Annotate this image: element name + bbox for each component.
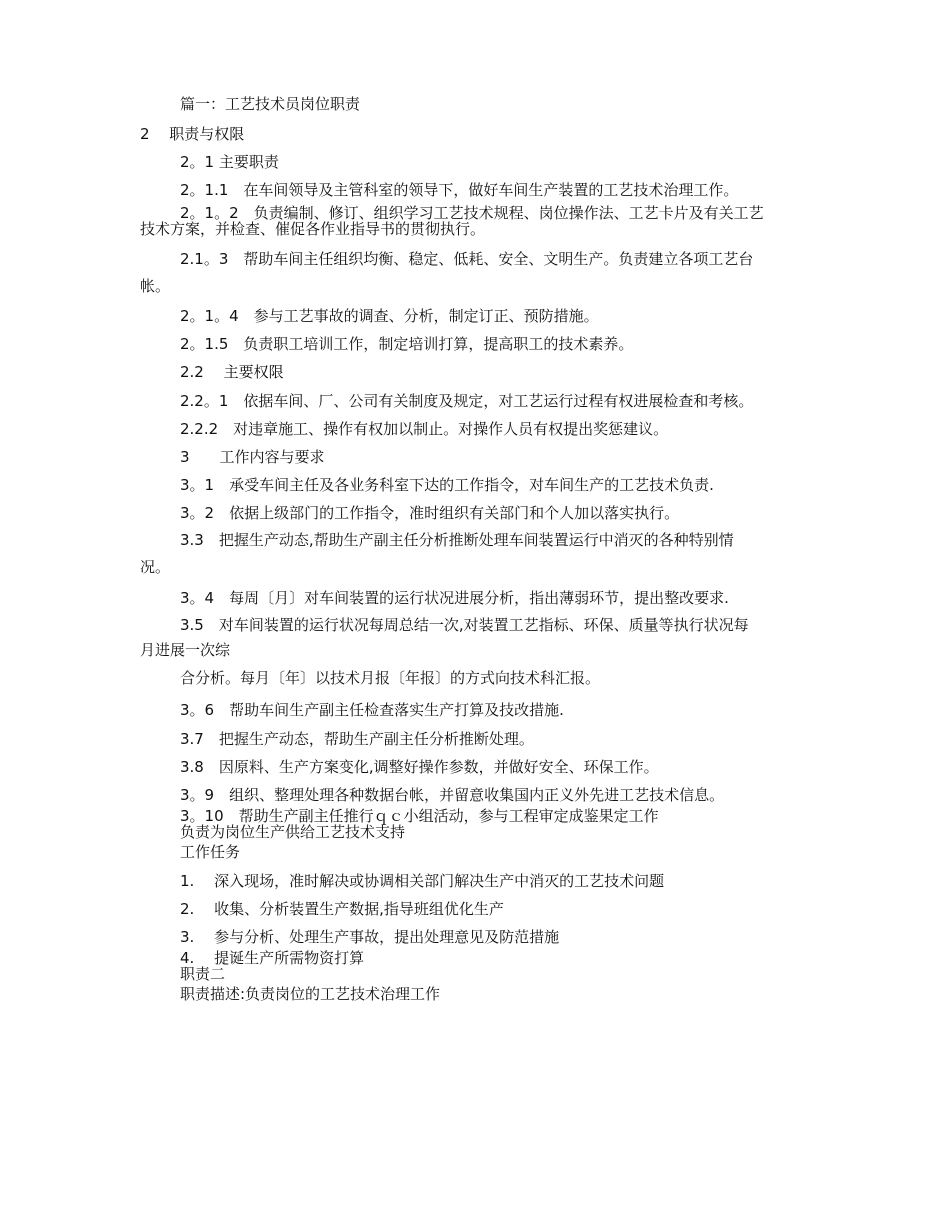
- paragraph: 帐。: [140, 277, 171, 295]
- section-heading: 2 职责与权限: [140, 125, 245, 143]
- paragraph: 3。2 依据上级部门的工作指令，准时组织有关部门和个人加以落实执行。: [180, 504, 680, 522]
- list-item: 4. 提诞生产所需物资打算: [180, 949, 365, 967]
- paragraph: 负责为岗位生产供给工艺技术支持: [180, 823, 406, 841]
- paragraph: 合分析。每月〔年〕以技术月报〔年报〕的方式向技术科汇报。: [180, 669, 601, 687]
- subsection-heading: 2.2 主要权限: [180, 363, 284, 381]
- paragraph: 3.3 把握生产动态,帮助生产副主任分析推断处理车间装置运行中消灭的各种特别情: [180, 531, 734, 549]
- list-item: 3. 参与分析、处理生产事故，提出处理意见及防范措施: [180, 928, 560, 946]
- paragraph: 3。4 每周〔月〕对车间装置的运行状况进展分析，指出薄弱环节，提出整改要求.: [180, 589, 729, 607]
- paragraph: 月进展一次综: [140, 641, 231, 659]
- paragraph: 2。1。2 负责编制、修订、组织学习工艺技术规程、岗位操作法、工艺卡片及有关工艺: [180, 204, 764, 222]
- paragraph: 2.2.2 对违章施工、操作有权加以制止。对操作人员有权提出奖惩建议。: [180, 420, 669, 438]
- paragraph: 2.1。3 帮助车间主任组织均衡、稳定、低耗、安全、文明生产。负责建立各项工艺台: [180, 250, 754, 268]
- paragraph: 2。1.1 在车间领导及主管科室的领导下，做好车间生产装置的工艺技术治理工作。: [180, 181, 739, 199]
- paragraph: 况。: [140, 558, 171, 576]
- paragraph: 3。6 帮助车间生产副主任检查落实生产打算及技改措施.: [180, 701, 564, 719]
- list-item: 1. 深入现场，准时解决或协调相关部门解决生产中消灭的工艺技术问题: [180, 872, 665, 890]
- subsection-heading: 2。1 主要职责: [180, 153, 279, 171]
- paragraph: 3.5 对车间装置的运行状况每周总结一次,对装置工艺指标、环保、质量等执行状况每: [180, 616, 749, 634]
- paragraph: 2.2。1 依据车间、厂、公司有关制度及规定，对工艺运行过程有权进展检查和考核。: [180, 392, 754, 410]
- list-heading: 工作任务: [180, 843, 241, 861]
- paragraph: 3.8 因原料、生产方案变化,调整好操作参数，并做好安全、环保工作。: [180, 758, 659, 776]
- section-heading: 职责二: [180, 965, 226, 983]
- paragraph: 3。1 承受车间主任及各业务科室下达的工作指令，对车间生产的工艺技术负责.: [180, 476, 714, 494]
- paragraph: 2。1。4 参与工艺事故的调查、分析，制定订正、预防措施。: [180, 307, 599, 325]
- document-title: 篇一：工艺技术员岗位职责: [180, 95, 361, 113]
- paragraph: 3。9 组织、整理处理各种数据台帐，并留意收集国内正义外先进工艺技术信息。: [180, 786, 725, 804]
- section-heading: 3 工作内容与要求: [180, 448, 325, 466]
- paragraph: 2。1.5 负责职工培训工作，制定培训打算，提高职工的技术素养。: [180, 335, 634, 353]
- paragraph: 3.7 把握生产动态，帮助生产副主任分析推断处理。: [180, 730, 534, 748]
- list-item: 2. 收集、分析装置生产数据,指导班组优化生产: [180, 900, 504, 918]
- paragraph: 技术方案，并检查、催促各作业指导书的贯彻执行。: [140, 220, 486, 238]
- paragraph: 3。10 帮助生产副主任推行ｑｃ小组活动，参与工程审定成鉴果定工作: [180, 807, 659, 825]
- paragraph: 职责描述:负责岗位的工艺技术治理工作: [180, 985, 441, 1003]
